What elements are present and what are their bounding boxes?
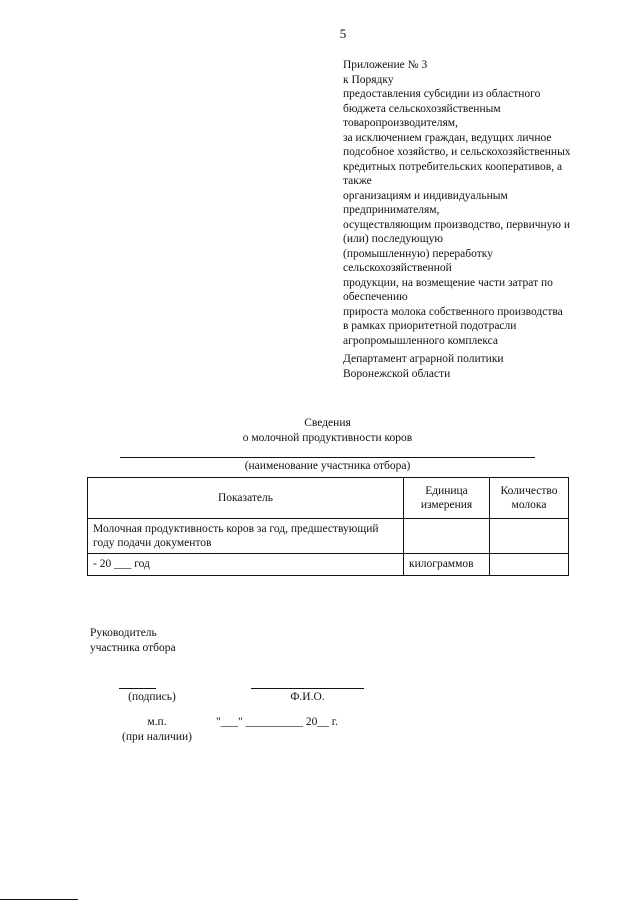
appendix-line: агропромышленного комплекса [343,334,499,347]
appendix-line: продукции, на возмещение части затрат по [343,276,553,289]
page-number: 5 [339,26,347,41]
appendix-line: прироста молока собственного производства [343,305,563,318]
header-unit: Единица измерения [404,478,490,519]
appendix-line: организациям и индивидуальным [343,189,508,202]
appendix-line: бюджета сельскохозяйственным [343,102,501,115]
appendix-line: также [343,175,372,187]
row-quantity[interactable] [490,519,569,554]
appendix-line: сельскохозяйственной [343,262,452,274]
fio-line[interactable] [251,688,364,689]
signature-caption: (подпись) [128,691,176,703]
appendix-line: кредитных потребительских кооперативов, а [343,160,563,173]
appendix-block [343,58,593,348]
table-row [88,519,569,554]
header-quantity: Количество молока [490,478,569,519]
row-indicator: - 20 ___ год [88,554,404,576]
participant-name-line[interactable] [120,457,535,458]
header-indicator: Показатель [88,478,404,519]
appendix-line: предпринимателям, [343,204,440,216]
footnote-divider [0,899,78,900]
signature-line[interactable] [119,688,156,689]
appendix-line: обеспечению [343,291,408,303]
signer-line: Руководитель [90,627,157,639]
stamp-placeholder [112,715,202,745]
document-heading [120,416,535,446]
appendix-line: за исключением граждан, ведущих личное [343,131,552,144]
table-header-row [88,478,569,519]
department-region: Воронежской области [343,368,451,380]
participant-name-caption: (наименование участника отбора) [244,460,411,472]
productivity-table [87,477,569,576]
appendix-line: (промышленную) переработку [343,247,493,260]
appendix-line: предоставления субсидии из областного [343,88,541,100]
table-row [88,554,569,576]
row-unit[interactable] [404,519,490,554]
stamp-note: (при наличии) [122,731,192,743]
appendix-line: товаропроизводителям, [343,117,458,129]
department-name: Департамент аграрной политики [343,353,504,365]
appendix-line: осуществляющим производство, первичную и [343,218,571,231]
signer-line: участника отбора [90,642,176,654]
appendix-line: (или) последующую [343,233,443,245]
appendix-line: подсобное хозяйство, и сельскохозяйственных [343,146,571,158]
row-indicator: Молочная продуктивность коров за год, предшествующий году подачи документов [88,519,404,554]
stamp-label: м.п. [147,716,167,728]
appendix-line: Приложение № 3 [343,59,428,71]
recipient-department [343,352,593,382]
fio-caption: Ф.И.О. [290,691,325,703]
appendix-line: в рамках приоритетной подотрасли [343,320,517,332]
heading-title: Сведения [304,417,351,429]
row-quantity[interactable] [490,554,569,576]
date-field[interactable]: "___" __________ 20__ г. [216,716,339,728]
appendix-line: к Порядку [343,73,394,86]
heading-subtitle: о молочной продуктивности коров [242,432,413,444]
signer-title [90,626,290,656]
row-unit: килограммов [404,554,490,576]
